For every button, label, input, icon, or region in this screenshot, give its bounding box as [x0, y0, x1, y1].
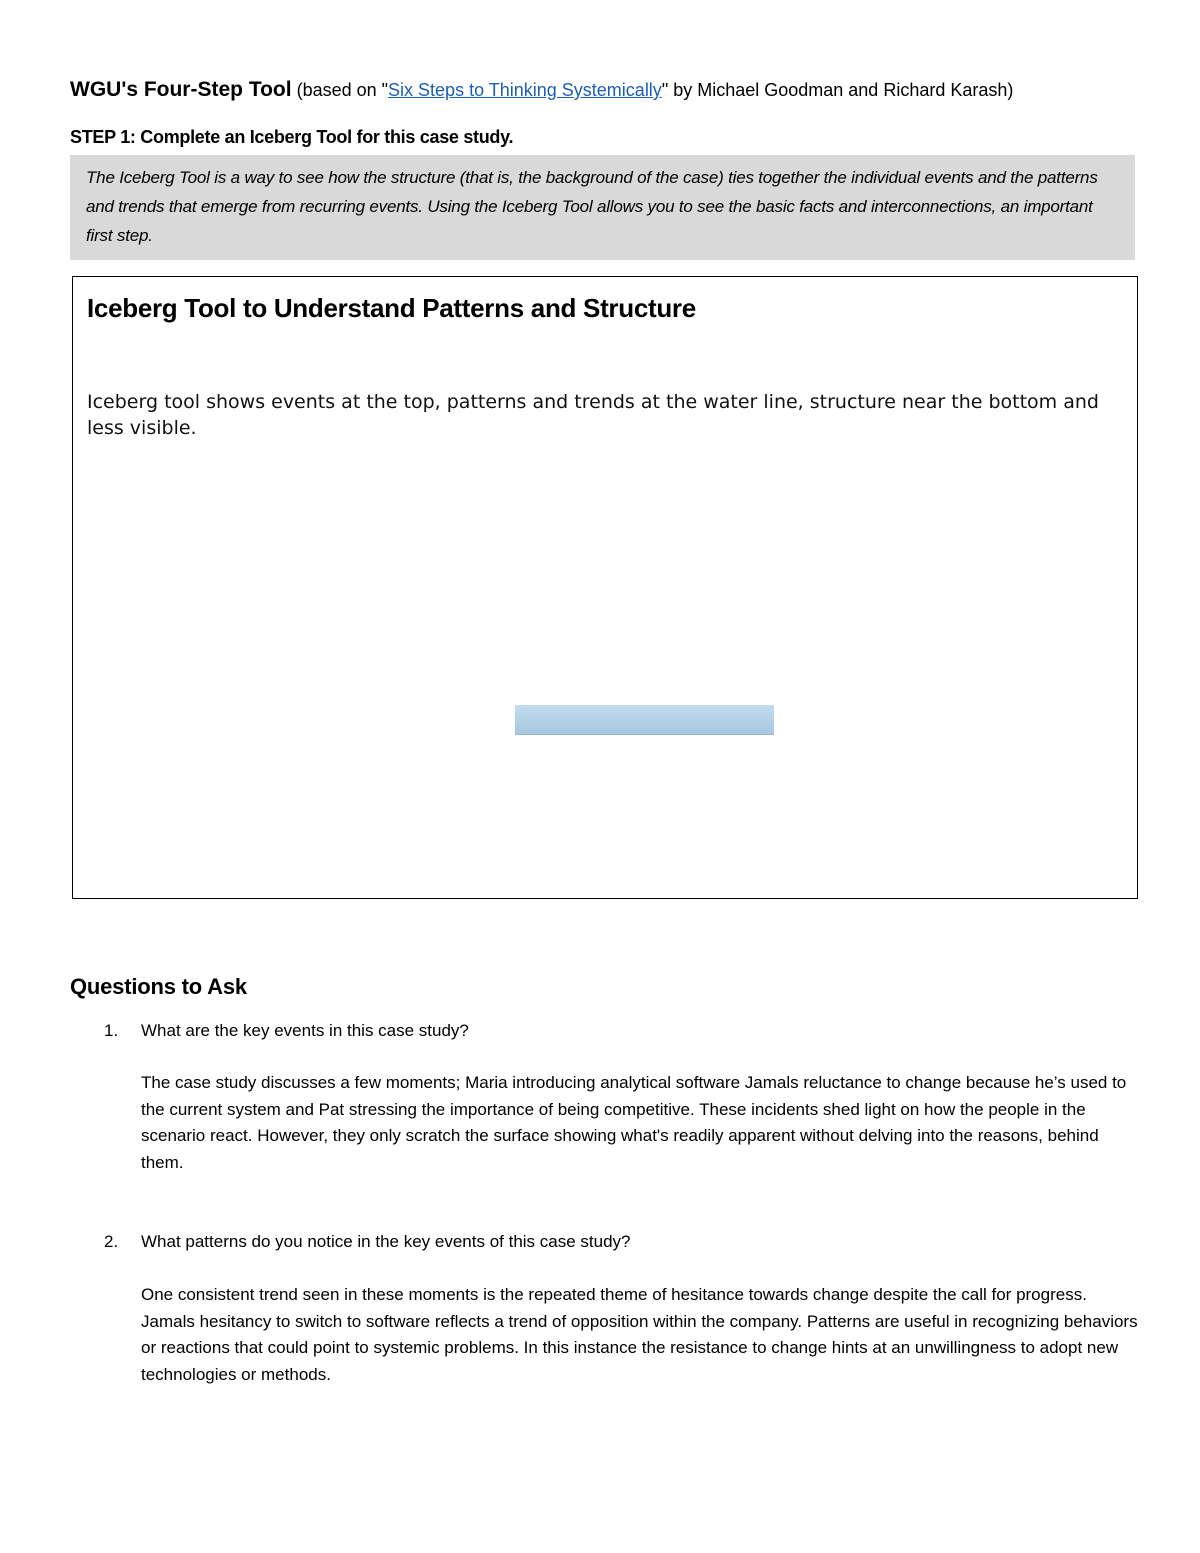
water-line-shape — [515, 705, 774, 735]
step-1-heading: STEP 1: Complete an Iceberg Tool for this case study. — [70, 127, 514, 147]
step-1-description-box: The Iceberg Tool is a way to see how the structure (that is, the background of the case) ties together the individual events and the patterns and trends that emerge from recurring events. Using the Iceberg Tool allows you to see the basic facts and interconnections, an important first step. — [70, 155, 1135, 260]
questions-heading: Questions to Ask — [70, 974, 247, 999]
question-text: What are the key events in this case study? — [141, 1021, 469, 1040]
header-prefix: (based on " — [291, 80, 389, 100]
answer-text: The case study discusses a few moments; Maria introducing analytical software Jamals reluctance to change because he’s used to the current system and Pat stressing the importance of being competitive. These incidents shed light on how the people in the scenario react. However, they only scratch the surface showing what's readily apparent without delving into the reasons, behind them. — [141, 1073, 1127, 1172]
iceberg-tool-frame — [72, 276, 1138, 899]
iceberg-title: Iceberg Tool to Understand Patterns and Structure — [87, 293, 696, 323]
question-number: 1. — [104, 1021, 119, 1040]
header-suffix: " by Michael Goodman and Richard Karash) — [661, 80, 1014, 100]
iceberg-description: Iceberg tool shows events at the top, patterns and trends at the water line, structure near the bottom and less visible. — [87, 391, 1099, 439]
source-link[interactable]: Six Steps to Thinking Systemically — [388, 80, 662, 100]
question-text: What patterns do you notice in the key events of this case study? — [141, 1232, 631, 1251]
document-title: WGU's Four-Step Tool — [70, 78, 292, 101]
answer-text: One consistent trend seen in these moments is the repeated theme of hesitance towards change despite the call for progress. Jamals hesitancy to switch to software reflects a trend of opposition within the company. Patterns are useful in recognizing behaviors or reactions that could point to systemic problems. In this instance the resistance to change hints at an unwillingness to adopt new technologies or methods. — [141, 1285, 1138, 1384]
document-header — [70, 76, 1150, 104]
question-number: 2. — [104, 1232, 119, 1251]
